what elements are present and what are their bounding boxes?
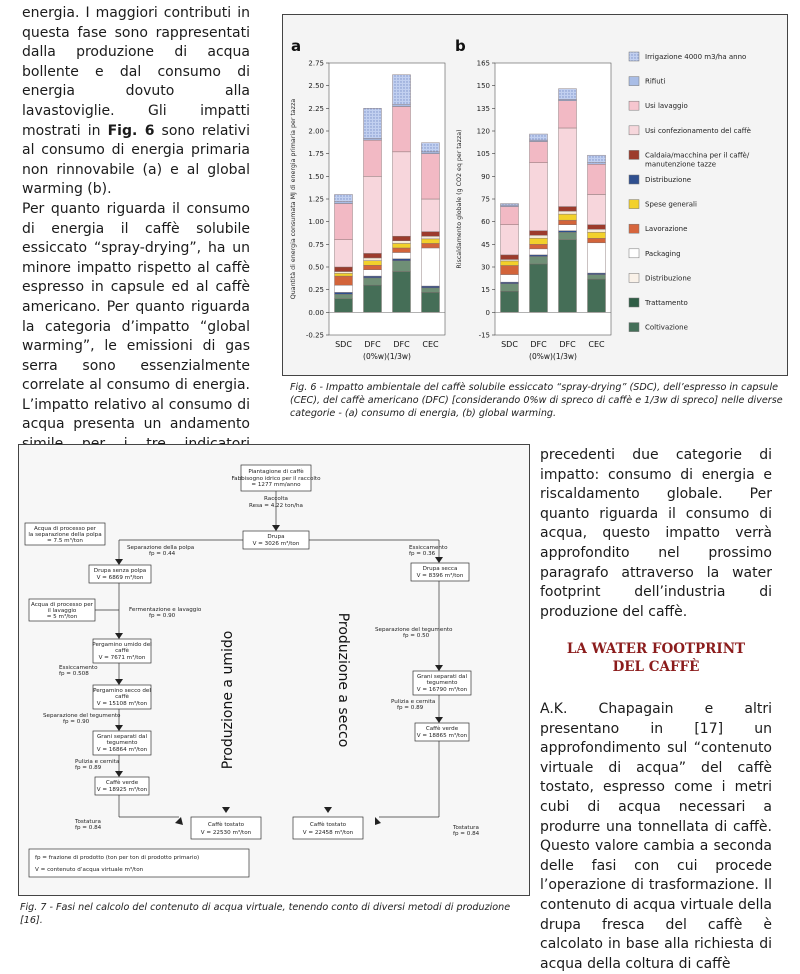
- y-tick-label: 0.50: [308, 263, 324, 272]
- bar-segment: [335, 272, 353, 274]
- node-drupe-dry-title: Drupa secca: [422, 566, 458, 572]
- figure-7-flowchart: [19, 445, 531, 897]
- x-tick-label: SDC: [335, 340, 352, 349]
- panel-label-a: a: [291, 37, 302, 55]
- bar-segment: [588, 155, 606, 163]
- node-water-pulp-l2: la separazione della polpa: [28, 532, 102, 538]
- bar-segment: [501, 225, 519, 255]
- y-tick-label: 75: [481, 195, 490, 204]
- legend-label: Distribuzione: [645, 274, 692, 283]
- bar-segment: [530, 134, 548, 140]
- label-dry-production: Produzione a secco: [335, 612, 351, 748]
- node-plantation-title: Piantagione di caffè: [248, 469, 304, 475]
- bar-segment: [501, 259, 519, 261]
- bar-segment: [588, 273, 606, 275]
- legend-label: Spese generali: [645, 200, 697, 209]
- flowchart-legend-fp: fp = frazione di prodotto (ton per ton di prodotto primario): [35, 855, 200, 861]
- bar-segment: [501, 255, 519, 260]
- step-sep-teg-wet: Separazione del tegumento: [43, 713, 121, 719]
- bar-segment: [335, 194, 353, 201]
- node-green-dry: [415, 723, 469, 741]
- bar-segment: [393, 259, 411, 261]
- bar-segment: [588, 279, 606, 312]
- legend-swatch: [629, 77, 639, 86]
- node-parch-dry-l1: Pergamino secco del: [93, 688, 151, 694]
- flowchart-legend: [29, 849, 249, 877]
- step-roast-dry-fp: fp = 0.84: [453, 831, 480, 837]
- y-tick-label: 2.00: [308, 127, 324, 136]
- legend-label: Packaging: [645, 249, 681, 258]
- node-plantation-sub: Fabbisogno idrico per il raccolto: [231, 476, 321, 482]
- bar-segment: [559, 211, 577, 214]
- bar-segment: [422, 232, 440, 237]
- bar-segment: [422, 239, 440, 244]
- bar-segment: [588, 225, 606, 230]
- flowchart-legend-v: V = contenuto d’acqua virtuale m³/ton: [35, 867, 144, 873]
- legend-swatch: [629, 175, 639, 184]
- bar-segment: [364, 261, 382, 266]
- legend-swatch: [629, 298, 639, 307]
- legend-swatch: [629, 200, 639, 209]
- bar-segment: [559, 240, 577, 313]
- paragraph-3: precedenti due categorie di impatto: consumo di energia e riscaldamento globale. Per quanto riguarda il consumo di acqua, questo impatto verrà approfondito nel prossimo paragrafo attraverso la water footprint dell’industria di produzione del caffè.: [540, 447, 772, 620]
- legend-label: Lavorazione: [645, 225, 688, 234]
- bar-segment: [588, 229, 606, 232]
- y-tick-label: 15: [481, 286, 490, 295]
- chart-panel-a: [289, 60, 445, 362]
- node-beans-sep-dry-l2: tegumento: [426, 680, 458, 686]
- bar-segment: [393, 152, 411, 236]
- chart-legend: [629, 52, 751, 332]
- bar-segment: [335, 202, 353, 204]
- node-drupe: [243, 531, 309, 549]
- figure-6-chart: [283, 15, 789, 377]
- bar-segment: [393, 105, 411, 107]
- node-beans-sep-dry-l3: V = 16790 m³/ton: [416, 687, 468, 693]
- chart-panel-b: [456, 60, 611, 362]
- step-roast-wet: Tostatura: [75, 819, 101, 825]
- bar-segment: [559, 207, 577, 212]
- bar-segment: [530, 235, 548, 238]
- body-text-column-3: [540, 446, 772, 622]
- node-water-pulp-l3: = 7.5 m³/ton: [47, 538, 83, 544]
- bar-segment: [559, 232, 577, 240]
- step-roast-wet-fp: fp = 0.84: [75, 825, 102, 831]
- legend-label: Coltivazione: [645, 323, 688, 332]
- bar-segment: [335, 294, 353, 299]
- node-roasted-wet: [191, 817, 261, 839]
- bar-segment: [422, 152, 440, 154]
- node-green-wet-value: V = 18925 m³/ton: [96, 787, 148, 793]
- legend-label: Trattamento: [645, 299, 688, 307]
- section-heading: [540, 640, 772, 676]
- bar-segment: [335, 299, 353, 313]
- bar-segment: [364, 138, 382, 140]
- x-tick-label: SDC: [501, 340, 518, 349]
- step-clean-dry: Pulizia e cernita: [391, 699, 436, 705]
- y-tick-label: 0.75: [308, 240, 324, 249]
- bar-segment: [588, 163, 606, 165]
- bar-segment: [588, 238, 606, 243]
- body-text-column-1: [22, 4, 250, 494]
- node-water-pulp-l1: Acqua di processo per: [34, 526, 96, 532]
- step-sep-teg-dry-fp: fp = 0.50: [403, 633, 430, 639]
- paragraph-1-end: sono relativi al consumo di energia primaria non rinnovabile (a) e al global warming (b).: [22, 122, 250, 198]
- legend-label: Usi lavaggio: [645, 102, 688, 111]
- bar-segment: [393, 272, 411, 313]
- bar-segment: [364, 253, 382, 258]
- y-axis-label: Quantità di energia consumata MJ di energia primaria per tazza: [290, 98, 297, 300]
- figure-6-reference: Fig. 6: [107, 122, 155, 139]
- bar-segment: [530, 256, 548, 264]
- node-roasted-dry: [293, 817, 363, 839]
- bar-segment: [559, 225, 577, 231]
- legend-label: Rifiuti: [645, 77, 666, 86]
- node-plantation: [231, 465, 321, 491]
- bar-segment: [422, 199, 440, 232]
- y-tick-label: 2.75: [308, 59, 324, 68]
- bar-segment: [393, 248, 411, 253]
- bar-segment: [422, 154, 440, 199]
- x-sub-label: (0%w)(1/3w): [363, 352, 411, 361]
- bar-segment: [501, 205, 519, 207]
- node-beans-sep-wet-l1: Grani separati dal: [96, 734, 148, 740]
- bar-segment: [393, 236, 411, 241]
- bar-segment: [364, 278, 382, 285]
- paragraph-4: A.K. Chapagain e altri presentano in [17] un approfondimento sul “contenuto virtuale di acqua” del caffè tostato, espresso come i metri cubi di acqua necessari a produrre una tonnellata di caffè. Questo valore cambia a seconda delle fasi con cui procede l’operazione di trasformazione. Il contenuto di acqua virtuale della drupa fresca del caffè è calcolato in base alla richiesta di acqua della coltura di caffè: [540, 701, 772, 972]
- legend-label: Distribuzione: [645, 176, 692, 184]
- legend-swatch: [629, 224, 639, 233]
- legend-label: Caldaia/macchina per il caffè/: [645, 151, 750, 160]
- bar-segment: [364, 265, 382, 270]
- node-beans-sep-dry: [413, 671, 471, 695]
- x-tick-label: DFC: [364, 340, 381, 349]
- bar-segment: [588, 275, 606, 280]
- node-drupe-dry-value: V = 8396 m³/ton: [416, 573, 464, 579]
- bar-segment: [501, 282, 519, 284]
- bar-segment: [501, 207, 519, 225]
- bar-segment: [559, 89, 577, 100]
- bar-segment: [335, 292, 353, 294]
- paragraph-2: Per quanto riguarda il consumo di energia il caffè solubile essiccato “spray-drying”, ha un minore impatto rispetto al caffè espresso in capsule ed al caffè americano. Per quanto riguarda la categoria d’impatto “global warming”, le emissioni di gas serra sono essenzialmente correlate al consumo di energia. L’impatto relativo al consumo di acqua presenta un andamento: [22, 200, 250, 433]
- x-tick-label: CEC: [588, 340, 605, 349]
- bar-segment: [364, 270, 382, 276]
- y-tick-label: 165: [476, 59, 490, 68]
- y-tick-label: 30: [481, 263, 490, 272]
- step-harvest-yield: Resa = 4.22 ton/ha: [249, 503, 303, 509]
- bar-segment: [530, 238, 548, 244]
- node-parch-wet-l2: caffè: [115, 648, 129, 654]
- x-tick-label: DFC: [393, 340, 410, 349]
- legend-swatch: [629, 249, 639, 258]
- node-drupe-value: V = 3026 m³/ton: [252, 541, 300, 547]
- legend-swatch: [629, 273, 639, 282]
- step-drying-dry-fp: fp = 0.36: [409, 551, 436, 557]
- figure-6-caption: Fig. 6 - Impatto ambientale del caffè solubile essiccato “spray-drying” (SDC), dell’espresso in capsule (CEC), del caffè americano (DFC) [considerando 0%w di spreco di caffè e 1/3w di spreco] nelle diverse categorie - (a) consumo di energia, (b) global warming.: [290, 382, 783, 419]
- bar-segment: [530, 264, 548, 312]
- section-heading-line-1: LA WATER FOOTPRINT: [566, 641, 746, 657]
- bar-segment: [393, 261, 411, 272]
- legend-swatch: [629, 323, 639, 332]
- bar-segment: [530, 244, 548, 249]
- bar-segment: [393, 107, 411, 152]
- bar-segment: [393, 252, 411, 258]
- bar-segment: [364, 140, 382, 176]
- bar-segment: [364, 276, 382, 278]
- legend-label: manutenzione tazze: [645, 160, 717, 169]
- node-green-dry-value: V = 18865 m³/ton: [416, 733, 468, 739]
- y-tick-label: 0.25: [308, 286, 324, 295]
- y-tick-label: 1.25: [308, 195, 324, 204]
- node-parch-wet-l3: V = 7671 m³/ton: [98, 655, 146, 661]
- section-heading-line-2: DEL CAFFÈ: [612, 659, 700, 675]
- panel-label-b: b: [455, 37, 466, 55]
- node-green-wet: [95, 777, 149, 795]
- y-tick-label: 1.50: [308, 172, 324, 181]
- node-green-dry-title: Caffè verde: [425, 726, 459, 732]
- label-wet-production: Produzione a umido: [220, 630, 236, 770]
- legend-swatch: [629, 126, 639, 135]
- y-tick-label: 90: [481, 172, 490, 181]
- node-drupe-nopulp-value: V = 6869 m³/ton: [96, 575, 144, 581]
- y-tick-label: 120: [476, 127, 490, 136]
- x-tick-label: CEC: [422, 340, 439, 349]
- paragraph-1: [22, 4, 250, 200]
- step-clean-wet: Pulizia e cernita: [75, 759, 120, 765]
- node-water-wash: [29, 599, 95, 621]
- bar-segment: [422, 236, 440, 239]
- y-tick-label: 0: [485, 308, 490, 317]
- node-water-wash-l2: il lavaggio: [47, 608, 77, 614]
- figure-6: [282, 14, 788, 376]
- node-roasted-dry-title: Caffè tostato: [309, 822, 347, 828]
- bar-segment: [559, 220, 577, 225]
- bar-segment: [559, 101, 577, 128]
- node-beans-sep-wet-l3: V = 16864 m³/ton: [96, 747, 148, 753]
- bar-segment: [335, 276, 353, 285]
- bar-segment: [422, 286, 440, 288]
- node-roasted-wet-title: Caffè tostato: [207, 822, 245, 828]
- bar-segment: [393, 241, 411, 244]
- bar-segment: [335, 273, 353, 276]
- bar-segment: [422, 243, 440, 248]
- bar-segment: [559, 231, 577, 233]
- step-ferment: Fermentazione e lavaggio: [129, 607, 202, 613]
- node-parch-wet: [92, 639, 152, 663]
- legend-swatch: [629, 52, 639, 61]
- y-tick-label: -15: [478, 331, 490, 340]
- bar-segment: [364, 285, 382, 312]
- bar-segment: [335, 204, 353, 240]
- node-parch-dry-l3: V = 15108 m³/ton: [96, 701, 148, 707]
- x-sub-label: (0%w)(1/3w): [529, 352, 577, 361]
- y-axis-label: Riscaldamento globale (g CO2 eq per tazza): [456, 129, 463, 269]
- node-water-wash-l1: Acqua di processo per: [31, 602, 93, 608]
- y-tick-label: 0.00: [308, 308, 324, 317]
- node-beans-sep-wet-l2: tegumento: [106, 740, 138, 746]
- step-sep-pulp-fp: fp = 0.44: [149, 551, 176, 557]
- node-drupe-nopulp-title: Drupa senza polpa: [93, 568, 147, 574]
- y-tick-label: 105: [476, 150, 490, 159]
- paragraph-1-text: energia. I maggiori contributi in questa fase sono rappresentati dalla produzione di acqua bollente e dal consumo di energia dovuto alla lavastoviglie. Gli impatti mostrati in: [22, 5, 250, 139]
- step-sep-teg-dry: Separazione del tegumento: [375, 627, 453, 633]
- bar-segment: [501, 204, 519, 206]
- node-roasted-wet-value: V = 22530 m³/ton: [200, 830, 252, 836]
- node-beans-sep-dry-l1: Grani separati dal: [416, 674, 468, 680]
- y-tick-label: 2.25: [308, 104, 324, 113]
- step-drying-wet-fp: fp = 0.508: [59, 671, 89, 677]
- y-tick-label: 1.00: [308, 218, 324, 227]
- bar-segment: [422, 292, 440, 312]
- bar-segment: [501, 275, 519, 283]
- node-parch-wet-l1: Pergamino umido del: [92, 642, 152, 648]
- node-parch-dry: [93, 685, 151, 709]
- bar-segment: [364, 108, 382, 138]
- bar-segment: [588, 194, 606, 224]
- node-roasted-dry-value: V = 22458 m³/ton: [302, 830, 354, 836]
- bar-segment: [422, 143, 440, 152]
- y-tick-label: 135: [476, 104, 490, 113]
- step-sep-pulp: Separazione della polpa: [127, 545, 195, 551]
- figure-7: [18, 444, 530, 896]
- legend-label: Irrigazione 4000 m3/ha anno: [645, 53, 747, 61]
- bar-segment: [335, 285, 353, 292]
- node-water-wash-l3: = 5 m³/ton: [46, 614, 78, 620]
- node-parch-dry-l2: caffè: [115, 694, 129, 700]
- y-tick-label: 2.50: [308, 82, 324, 91]
- bar-segment: [559, 99, 577, 101]
- x-tick-label: DFC: [530, 340, 547, 349]
- step-drying-dry: Essiccamento: [409, 545, 448, 551]
- node-drupe-title: Drupa: [267, 534, 285, 540]
- y-tick-label: -0.25: [305, 331, 324, 340]
- bar-segment: [393, 75, 411, 105]
- bar-segment: [335, 267, 353, 272]
- bar-segment: [588, 232, 606, 238]
- bar-segment: [501, 261, 519, 266]
- step-clean-dry-fp: fp = 0.89: [397, 705, 424, 711]
- body-text-column-3b: [540, 700, 772, 974]
- bar-segment: [364, 258, 382, 261]
- legend-swatch: [629, 150, 639, 159]
- bar-segment: [422, 288, 440, 293]
- node-drupe-dry: [411, 563, 469, 581]
- bar-segment: [588, 164, 606, 194]
- node-green-wet-title: Caffè verde: [105, 780, 139, 786]
- step-clean-wet-fp: fp = 0.89: [75, 765, 102, 771]
- node-water-pulp: [25, 523, 105, 545]
- bar-segment: [422, 248, 440, 286]
- step-ferment-fp: fp = 0.90: [149, 613, 176, 619]
- bar-segment: [501, 291, 519, 312]
- bar-segment: [530, 142, 548, 163]
- node-drupe-nopulp: [89, 565, 151, 583]
- figure-7-caption: Fig. 7 - Fasi nel calcolo del contenuto di acqua virtuale, tenendo conto di diversi metodi di produzione [16].: [20, 902, 511, 926]
- bar-segment: [530, 231, 548, 236]
- legend-label: Usi confezionamento del caffè: [645, 126, 751, 135]
- bar-segment: [530, 255, 548, 257]
- bar-segment: [393, 243, 411, 248]
- bar-segment: [501, 284, 519, 292]
- bar-segment: [530, 140, 548, 142]
- node-plantation-value: = 1277 mm/anno: [251, 482, 301, 488]
- x-tick-label: DFC: [559, 340, 576, 349]
- bar-segment: [559, 214, 577, 220]
- bar-segment: [530, 163, 548, 231]
- y-tick-label: 45: [481, 240, 490, 249]
- bar-segment: [530, 249, 548, 255]
- step-harvest: Raccolta: [264, 496, 288, 502]
- bar-segment: [559, 128, 577, 207]
- node-beans-sep-wet: [93, 731, 151, 755]
- y-tick-label: 150: [476, 82, 490, 91]
- legend-swatch: [629, 101, 639, 110]
- step-drying-wet: Essiccamento: [59, 665, 98, 671]
- bar-segment: [588, 243, 606, 273]
- bar-segment: [364, 176, 382, 253]
- y-tick-label: 1.75: [308, 150, 324, 159]
- step-sep-teg-wet-fp: fp = 0.90: [63, 719, 90, 725]
- y-tick-label: 60: [481, 218, 490, 227]
- bar-segment: [501, 265, 519, 274]
- bar-segment: [335, 240, 353, 267]
- step-roast-dry: Tostatura: [453, 825, 479, 831]
